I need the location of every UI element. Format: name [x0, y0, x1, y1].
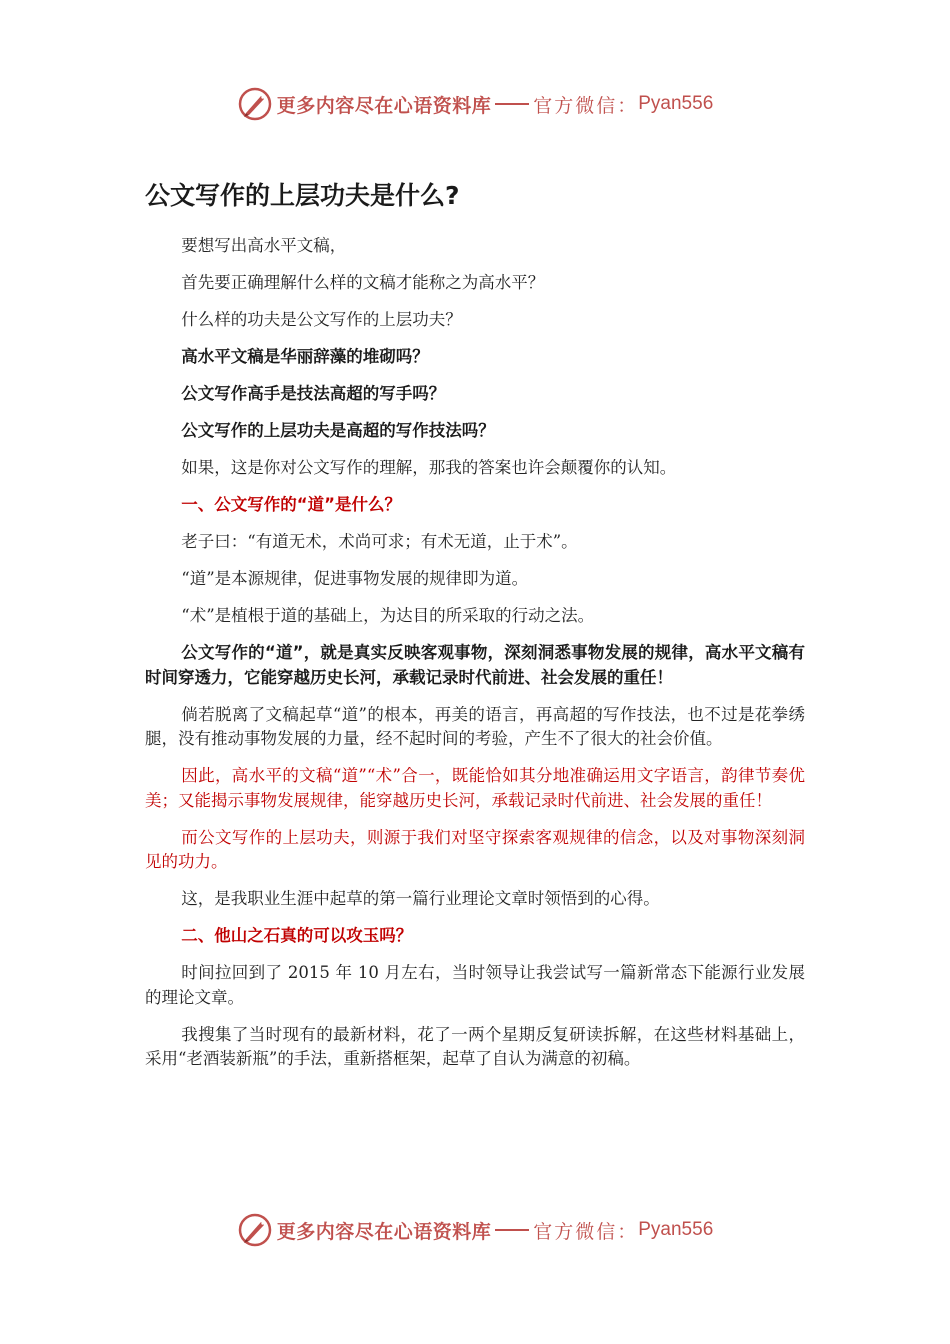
paragraph: 公文写作高手是技法高超的写手吗？ [181, 384, 446, 403]
article-body [145, 178, 805, 1084]
footer-banner [0, 1210, 950, 1250]
section-heading: 一、公文写作的“道”是什么？ [181, 495, 401, 514]
paragraph: 而公文写作的上层功夫，则源于我们对坚守探索客观规律的信念，以及对事物深刻洞见的功力。 [145, 827, 805, 871]
section-heading: 二、他山之石真的可以攻玉吗？ [181, 926, 413, 945]
paragraph: 高水平文稿是华丽辞藻的堆砌吗？ [181, 347, 429, 366]
paragraph: 公文写作的上层功夫是高超的写作技法吗？ [181, 421, 495, 440]
paragraph-list [145, 234, 805, 1072]
paragraph: 如果，这是你对公文写作的理解，那我的答案也许会颠覆你的认知。 [181, 458, 677, 477]
banner-wechat-id: Pyan556 [638, 93, 714, 114]
pen-nib-icon [237, 1212, 273, 1248]
paragraph: 首先要正确理解什么样的文稿才能称之为高水平？ [181, 273, 545, 292]
banner-wechat-id: Pyan556 [638, 1219, 714, 1240]
paragraph: 公文写作的“道”，就是真实反映客观事物，深刻洞悉事物发展的规律，高水平文稿有时间穿透力，它能穿越历史长河，承载记录时代前进、社会发展的重任！ [145, 643, 805, 687]
paragraph: 我搜集了当时现有的最新材料，花了一两个星期反复研读拆解，在这些材料基础上，采用“老酒装新瓶”的手法，重新搭框架，起草了自认为满意的初稿。 [145, 1024, 805, 1068]
paragraph: 时间拉回到了 2015 年 10 月左右，当时领导让我尝试写一篇新常态下能源行业发展的理论文章。 [145, 963, 805, 1007]
banner-wechat-label: 官方微信： [533, 1220, 639, 1243]
paragraph: 什么样的功夫是公文写作的上层功夫？ [181, 310, 462, 329]
banner-separator [495, 103, 529, 105]
pen-nib-icon [237, 86, 273, 122]
article-title: 公文写作的上层功夫是什么? [145, 181, 460, 210]
paragraph: 这，是我职业生涯中起草的第一篇行业理论文章时领悟到的心得。 [181, 889, 660, 908]
banner-separator [495, 1229, 529, 1231]
banner-main-text: 更多内容尽在心语资料库 [276, 1220, 492, 1243]
header-banner [0, 84, 950, 124]
paragraph: 老子曰：“有道无术，术尚可求；有术无道，止于术”。 [181, 532, 578, 551]
banner-main-text: 更多内容尽在心语资料库 [276, 94, 492, 117]
paragraph: “术”是植根于道的基础上，为达目的所采取的行动之法。 [181, 606, 595, 625]
paragraph: 因此，高水平的文稿“道”“术”合一，既能恰如其分地准确运用文字语言，韵律节奏优美；又能揭示事物发展规律，能穿越历史长河，承载记录时代前进、社会发展的重任！ [145, 766, 805, 810]
paragraph: 倘若脱离了文稿起草“道”的根本，再美的语言，再高超的写作技法，也不过是花拳绣腿，没有推动事物发展的力量，经不起时间的考验，产生不了很大的社会价值。 [145, 704, 805, 748]
banner-wechat-label: 官方微信： [533, 94, 639, 117]
paragraph: 要想写出高水平文稿， [181, 236, 347, 255]
paragraph: “道”是本源规律，促进事物发展的规律即为道。 [181, 569, 529, 588]
